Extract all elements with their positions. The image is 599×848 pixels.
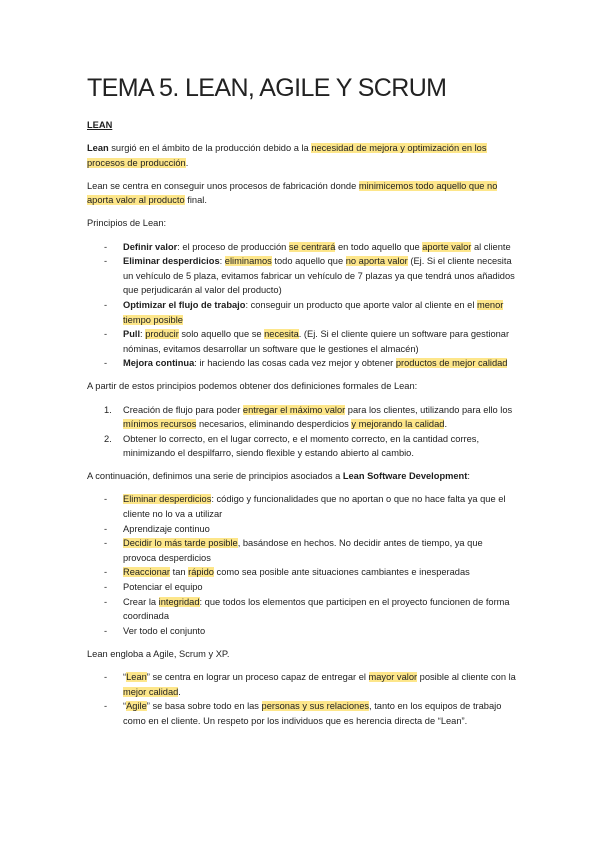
highlighted-text: personas y sus relaciones [261,701,370,712]
highlighted-text: y mejorando la calidad [351,419,445,430]
definition-text: Creación de flujo para poder [123,404,243,415]
principle-text: todo aquello que [271,256,346,267]
framework-text: se centra en lograr un proceso capaz de entregar el [149,672,369,682]
section-heading-lean: LEAN [87,120,113,130]
list-item [87,580,517,595]
lsd-text: , basándose en hechos. No decidir antes de tiempo, ya que provoca desperdicios [123,538,483,563]
frameworks-list [87,670,517,728]
principle-name: Eliminar desperdicios [123,256,220,267]
definitions-list [87,403,517,461]
lsd-text: tan [170,567,189,578]
highlighted-text: Lean [126,672,147,682]
list-item [87,327,517,356]
highlighted-text: no aporta valor [345,256,408,267]
definitions-intro: A partir de estos principios podemos obtener dos definiciones formales de Lean: [87,381,418,392]
list-item [87,240,517,255]
lsd-text: : que todos los elementos que participen en el proyecto funcionen de forma coordinada [123,596,510,622]
principle-text: : [140,329,146,340]
lsd-text: Aprendizaje continuo [123,523,210,534]
principle-text: (Ej. Si el cliente necesita un vehículo de 5 plaza, evitamos fabricar un vehículo de 7 plazas ya que tendrá unos añadidos que perjudicarán al valor del producto) [123,256,515,296]
principle-name: Optimizar el flujo de trabajo [123,299,246,310]
principle-name: Mejora continua [123,358,195,369]
highlighted-text: Reaccionar [123,567,171,578]
principle-text: al cliente [471,241,511,252]
framework-text: . [178,686,181,697]
highlighted-text: mejor calidad [123,686,179,697]
highlighted-text: menor tiempo posible [123,299,504,325]
list-item [87,670,517,699]
principle-text: solo aquello que se [178,329,265,340]
definition-text: necesarios, eliminando desperdicios [196,419,352,430]
engloba-paragraph: Lean engloba a Agile, Scrum y XP. [87,648,230,659]
framework-text: se basa sobre todo en las [149,701,262,712]
list-number: 2. [104,433,112,444]
definition-text: para los clientes, utilizando para ello los [345,404,513,415]
list-item [87,595,517,624]
highlighted-text: Decidir lo más tarde posible [123,538,238,549]
lsd-text: Ver todo el conjunto [123,625,206,636]
principle-name: Pull [123,329,141,340]
highlighted-text: necesidad de mejora y optimización en los procesos de producción [87,143,487,168]
highlighted-text: se centrará [288,241,336,252]
lsd-text: como sea posible ante situaciones cambiantes e inesperadas [213,567,470,578]
lsd-intro [87,469,517,484]
definition-text: Obtener lo correcto, en el lugar correcto, e el momento correcto, en la cantidad corres, minimizando el despilfarro, siendo flexible y estando abierto al cambio. [123,433,480,459]
list-number: 1. [104,404,112,415]
quote-mark: ” [146,701,150,712]
quote-mark: ” [146,672,150,682]
highlighted-text: rápido [188,567,214,578]
highlighted-text: integridad [158,596,200,607]
intro-text: surgió en el ámbito de la producción debido a la [108,143,312,154]
principle-name: Definir valor [123,241,178,252]
principle-text: : [219,256,225,267]
list-item [87,624,517,639]
principle-text: : el proceso de producción [177,241,289,252]
principle-text: : conseguir un producto que aporte valor al cliente en el [245,299,477,310]
highlighted-text: producir [145,329,179,340]
list-item [87,536,517,565]
framework-text: posible al cliente con la [417,672,516,682]
list-item [87,298,517,327]
list-item [87,254,517,298]
lean-principles-list [87,240,517,371]
lsd-principles-list [87,492,517,638]
lsd-intro-text-end: : [467,471,470,482]
principles-intro: Principios de Lean: [87,218,167,229]
highlighted-text: entregar el máximo valor [242,404,346,415]
intro-bold: Lean [87,143,109,154]
highlighted-text: productos de mejor calidad [395,358,508,369]
highlighted-text: mínimos recursos [123,419,197,430]
document-body [87,118,517,737]
highlighted-text: necesita [264,329,299,340]
highlighted-text: mayor valor [368,672,418,682]
framework-text: , tanto en los equipos de trabajo como en el cliente. Un respeto por los individuos que es herencia directa de “Lean”. [123,701,502,726]
list-item [87,699,517,728]
focus-paragraph [87,179,517,208]
highlighted-text: Agile [126,701,147,712]
lsd-intro-text: A continuación, definimos una serie de principios asociados a [87,471,343,482]
list-item [87,522,517,537]
highlighted-text: Eliminar desperdicios [123,494,212,505]
focus-text-end: final. [184,195,207,206]
intro-text-end: . [185,157,189,168]
page-title: TEMA 5. LEAN, AGILE Y SCRUM [87,74,447,102]
lsd-text: Crear la [123,596,159,607]
list-item [87,403,517,432]
list-item [87,432,517,461]
principle-text: en todo aquello que [335,241,423,252]
highlighted-text: aporte valor [422,241,472,252]
focus-text: Lean se centra en conseguir unos procesos de fabricación donde [87,180,359,191]
list-item [87,492,517,521]
highlighted-text: eliminamos [224,256,272,267]
list-item [87,356,517,371]
definition-text: . [444,419,448,430]
lsd-text: Potenciar el equipo [123,582,203,593]
quote-mark: “ [123,701,127,712]
lsd-text: : código y funcionalidades que no aportan o que no hace falta ya que el cliente no lo va a utilizar [123,494,506,520]
highlighted-text: minimicemos todo aquello que no aporta valor al producto [87,180,498,206]
principle-text: : ir haciendo las cosas cada vez mejor y obtener [194,358,396,369]
intro-paragraph [87,141,517,170]
list-item [87,565,517,580]
lsd-intro-bold: Lean Software Development [342,471,468,482]
quote-mark: “ [123,672,127,682]
principle-text: . (Ej. Si el cliente quiere un software para gestionar nóminas, evitamos desarrollar un software que le gestiones el almacén) [123,329,510,354]
